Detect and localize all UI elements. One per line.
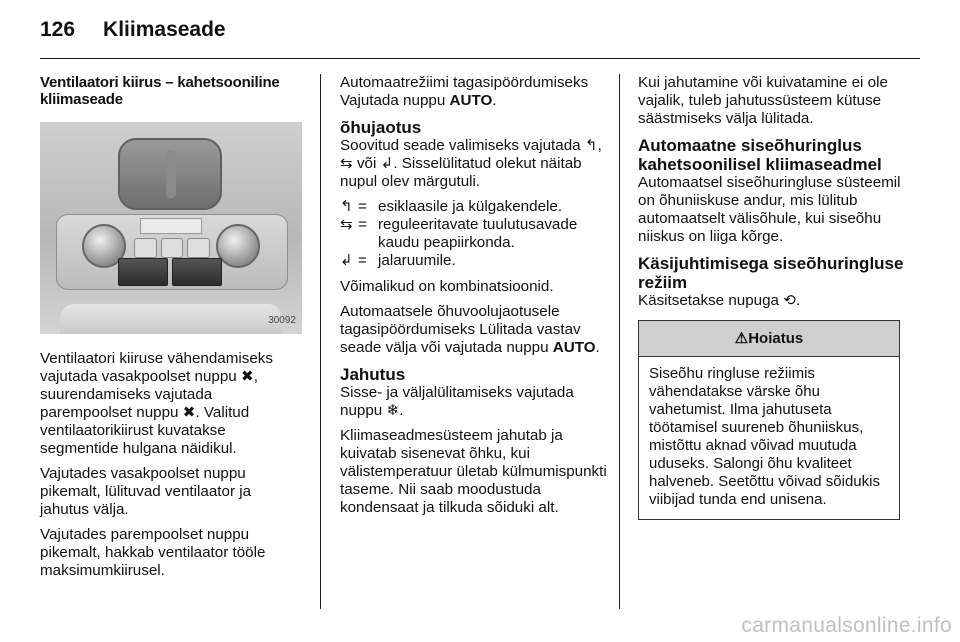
watermark: carmanualsonline.info	[741, 614, 952, 637]
air-distribution-heading: õhujaotus	[340, 118, 422, 137]
column-divider-1	[320, 74, 321, 609]
panel-lower-buttons	[118, 258, 222, 286]
windscreen-icon: ↰	[584, 137, 598, 154]
fan-speed-paragraph: Ventilaatori kiiruse vähendamiseks vajutada vasakpoolset nuppu ✖, suurendamiseks vajutada parempoolset nuppu ✖. Valitud ventilaatorikiirust kuvatakse segmentide hulgana näidikul.	[40, 350, 273, 457]
vent-icon: ⇆	[340, 155, 353, 172]
chapter-title: Kliimaseade	[103, 18, 226, 41]
column-divider-2	[619, 74, 620, 609]
air-distribution-list	[340, 198, 610, 270]
cooling-off-paragraph: Kui jahutamine või kuivatamine ei ole vajalik, tuleb jahutussüsteem kütuse säästmiseks välja lülitada.	[638, 74, 888, 127]
panel-display	[140, 218, 202, 234]
air-vent	[118, 138, 222, 210]
list-item: ⇆ = reguleeritavate tuulutusavade kaudu peapiirkonda.	[340, 216, 578, 251]
auto-keyword: AUTO	[449, 92, 493, 109]
fan-high-icon: ✖	[182, 404, 196, 421]
warning-icon: ⚠	[734, 330, 749, 347]
vent-icon: ⇆	[340, 216, 353, 233]
footwell-icon: ↲	[340, 252, 353, 269]
cooling-toggle-paragraph: Sisse- ja väljalülitamiseks vajutada nuppu ❄.	[340, 384, 574, 419]
footwell-icon: ↲	[380, 155, 394, 172]
combinations-paragraph: Võimalikud on kombinatsioonid.	[340, 278, 554, 295]
cooling-heading: Jahutus	[340, 365, 406, 384]
list-item: ↲ = jalaruumile.	[340, 252, 456, 269]
manual-recirculation-paragraph: Käsitsetakse nupuga ⟲.	[638, 292, 801, 309]
panel-base	[60, 304, 282, 334]
warning-text: Siseõhu ringluse režiimis vähendatakse värske õhu vahetumist. Ilma jahutuseta töötamisel suureneb õhuniiskus, mistõttu aknad võivad muutuda uduseks. Salongi õhu kvaliteet halveneb. Seetõttu võivad sõidukis viibijad tunda end unisena.	[649, 365, 880, 508]
windscreen-icon: ↰	[340, 198, 353, 215]
auto-keyword: AUTO	[552, 339, 596, 356]
page-header	[40, 18, 226, 50]
column-2	[340, 74, 610, 524]
auto-recirculation-heading: Automaatne siseõhuringlus kahetsoonilisel kliimaseadmel	[638, 136, 882, 174]
column-1	[40, 74, 302, 587]
air-distribution-paragraph: Soovitud seade valimiseks vajutada ↰, ⇆ või ↲. Sisselülitatud olekut näitab nupul olev märgutuli.	[340, 137, 602, 190]
auto-return-paragraph: Automaatrežiimi tagasipöördumiseks Vajutada nuppu AUTO.	[340, 74, 589, 109]
recirculation-icon: ⟲	[783, 292, 796, 309]
column-3	[638, 74, 920, 520]
manual-recirculation-heading: Käsijuhtimisega siseõhuringluse režiim	[638, 254, 904, 292]
right-knob	[216, 224, 260, 268]
auto-distribution-paragraph: Automaatsele õhuvoolujaotusele tagasipöördumiseks Lülitada vastav seade välja või vajutada nuppu AUTO.	[340, 303, 600, 356]
warning-title: Hoiatus	[748, 330, 804, 347]
climate-control-panel-image	[40, 122, 302, 334]
fan-off-paragraph: Vajutades vasakpoolset nuppu pikemalt, lülituvad ventilaator ja jahutus välja.	[40, 465, 252, 518]
warning-header	[639, 321, 899, 357]
panel-button-row	[134, 238, 210, 258]
auto-recirculation-paragraph: Automaatsel siseõhuringluse süsteemil on õhuniiskuse andur, mis lülitub automaatselt välisõhule, kui siseõhu niiskus on liiga kõrge.	[638, 174, 901, 245]
page-number: 126	[40, 18, 76, 41]
snowflake-icon: ❄	[386, 402, 400, 419]
cooling-info-paragraph: Kliimaseadmesüsteem jahutab ja kuivatab sisenevat õhku, kui välistemperatuur ületab külmumispunkti taseme. Nii saab moodustuda kondensaat ja tilkuda sõiduki alt.	[340, 427, 607, 516]
warning-box	[638, 320, 900, 520]
fan-speed-heading: Ventilaatori kiirus – kahetsooniline kliimaseade	[40, 74, 280, 108]
figure-number: 30092	[268, 315, 296, 326]
fan-max-paragraph: Vajutades parempoolset nuppu pikemalt, hakkab ventilaator tööle maksimumkiirusel.	[40, 526, 266, 579]
header-rule	[40, 58, 920, 59]
fan-low-icon: ✖	[240, 368, 254, 385]
list-item: ↰ = esiklaasile ja külgakendele.	[340, 198, 563, 215]
